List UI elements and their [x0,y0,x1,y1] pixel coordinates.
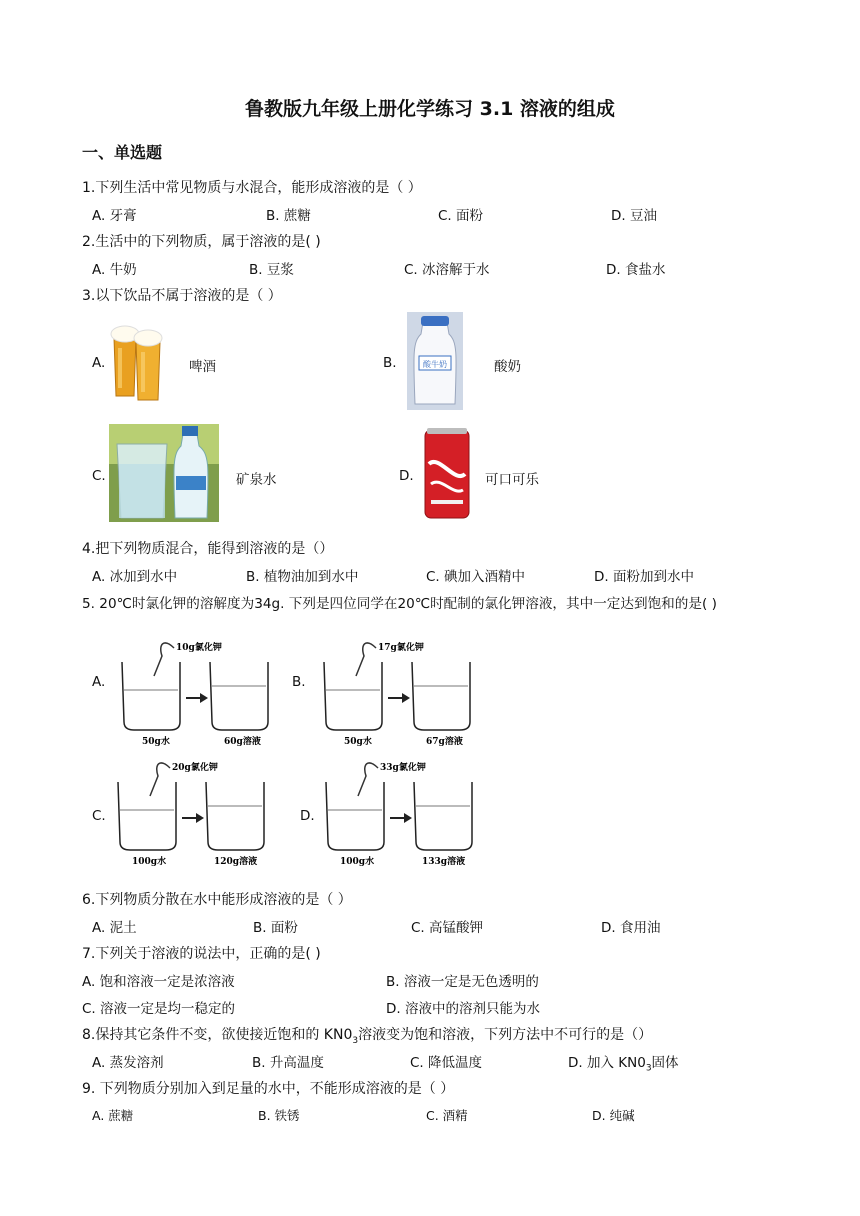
question-3-stem: 3.以下饮品不属于溶液的是（ ） [82,288,282,304]
question-8-stem: 8.保持其它条件不变，欲使接近饱和的 $KN0_3$溶液变为饱和溶液，下列方法中不可行的是（） [82,1027,653,1046]
question-2-stem: 2.生活中的下列物质，属于溶液的是( ) [82,234,321,250]
q1-option-b: B. 蔗糖 [266,208,311,224]
q3-option-a: A. [92,355,106,371]
q8-option-d: D. 加入 $KN0_3$固体 [568,1055,679,1074]
q6-option-a: A. 泥土 [92,920,137,936]
svg-text:120g溶液: 120g溶液 [214,857,258,867]
q3-option-c-text: 矿泉水 [236,472,277,488]
q6-option-b: B. 面粉 [253,920,298,936]
svg-text:33g氯化钾: 33g氯化钾 [380,763,426,773]
q3-option-c: C. [92,468,106,484]
q4-option-d: D. 面粉加到水中 [594,569,694,585]
svg-text:50g水: 50g水 [142,737,170,747]
question-7-stem: 7.下列关于溶液的说法中，正确的是( ) [82,946,321,962]
q5-diagram-c [110,756,270,868]
q3-option-d-text: 可口可乐 [485,472,539,488]
question-5-stem: 5. 20℃时氯化钾的溶解度为34g. 下列是四位同学在20℃时配制的氯化钾溶液，其中一定达到饱和的是( ) [82,596,717,612]
q5-option-d: D. [300,808,315,824]
q5-option-b: B. [292,674,306,690]
yogurt-label: 酸牛奶 [423,360,447,369]
q2-option-c: C. 冰溶解于水 [404,262,490,278]
q2-option-a: A. 牛奶 [92,262,137,278]
q7-option-b: B. 溶液一定是无色透明的 [386,974,539,990]
q2-option-b: B. 豆浆 [249,262,294,278]
svg-text:100g水: 100g水 [132,857,167,867]
q5-diagram-d [318,756,478,868]
q4-option-a: A. 冰加到水中 [92,569,178,585]
q4-option-b: B. 植物油加到水中 [246,569,359,585]
q6-option-d: D. 食用油 [601,920,661,936]
q7-option-c: C. 溶液一定是均一稳定的 [82,1001,236,1017]
svg-text:10g氯化钾: 10g氯化钾 [176,643,222,653]
q1-option-d: D. 豆油 [611,208,657,224]
q9-option-c: C. 酒精 [426,1108,468,1123]
q8-option-b: B. 升高温度 [252,1055,324,1071]
q8-option-a: A. 蒸发溶剂 [92,1055,164,1071]
q9-option-a: A. 蔗糖 [92,1108,134,1123]
svg-text:50g水: 50g水 [344,737,372,747]
section-heading: 一、单选题 [82,143,163,162]
q5-option-c: C. [92,808,106,824]
page-title: 鲁教版九年级上册化学练习 3.1 溶液的组成 [245,98,615,120]
q3-option-b: B. [383,355,397,371]
q3-option-a-text: 啤酒 [189,359,216,375]
q2-option-d: D. 食盐水 [606,262,666,278]
q1-option-a: A. 牙膏 [92,208,137,224]
question-9-stem: 9. 下列物质分别加入到足量的水中，不能形成溶液的是（ ） [82,1081,455,1097]
svg-text:17g氯化钾: 17g氯化钾 [378,643,424,653]
q5-diagram-a [114,636,274,748]
q5-diagram-b [316,636,476,748]
q9-option-b: B. 铁锈 [258,1108,300,1123]
mineral-water-image [109,424,219,522]
q4-option-c: C. 碘加入酒精中 [426,569,526,585]
yogurt-image [407,312,463,410]
svg-text:133g溶液: 133g溶液 [422,857,466,867]
beer-image [108,314,166,406]
q8-option-c: C. 降低温度 [410,1055,483,1071]
q5-option-a: A. [92,674,106,690]
q7-option-d: D. 溶液中的溶剂只能为水 [386,1001,540,1017]
svg-text:67g溶液: 67g溶液 [426,737,463,747]
question-1-stem: 1.下列生活中常见物质与水混合，能形成溶液的是（ ） [82,180,422,196]
q1-option-c: C. 面粉 [438,208,484,224]
question-4-stem: 4.把下列物质混合，能得到溶液的是（） [82,541,334,557]
coca-cola-can-image [419,424,475,522]
svg-text:100g水: 100g水 [340,857,375,867]
q3-option-b-text: 酸奶 [494,359,521,375]
q3-option-d: D. [399,468,414,484]
svg-text:20g氯化钾: 20g氯化钾 [172,763,218,773]
svg-text:60g溶液: 60g溶液 [224,737,261,747]
q6-option-c: C. 高锰酸钾 [411,920,484,936]
question-6-stem: 6.下列物质分散在水中能形成溶液的是（ ） [82,892,352,908]
q9-option-d: D. 纯碱 [592,1108,635,1123]
q7-option-a: A. 饱和溶液一定是浓溶液 [82,974,235,990]
